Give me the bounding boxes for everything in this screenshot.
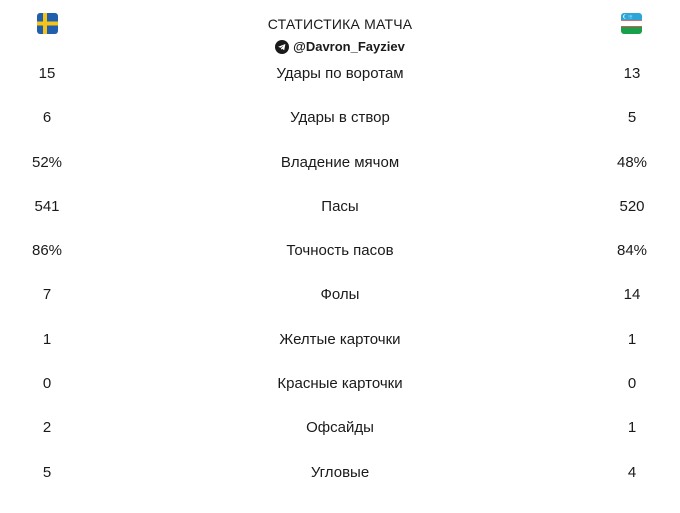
stat-right-value: 48% <box>616 153 648 171</box>
stat-row-corners <box>0 451 680 495</box>
stat-row-shots-on-target <box>0 96 680 140</box>
stat-row-red-cards <box>0 362 680 406</box>
stat-left-value: 2 <box>42 419 52 437</box>
stat-left-value: 5 <box>42 463 52 481</box>
page-title: СТАТИСТИКА МАТЧА <box>267 16 413 32</box>
stat-right-value: 1 <box>627 330 637 348</box>
stat-left-value: 541 <box>34 197 60 215</box>
stat-row-pass-accuracy <box>0 229 680 273</box>
handle-text: @Davron_Fayziev <box>293 39 405 54</box>
stat-right-value: 520 <box>619 197 645 215</box>
stat-label: Точность пасов <box>286 242 394 260</box>
stat-row-possession <box>0 141 680 185</box>
stat-label: Угловые <box>310 463 370 481</box>
stat-row-offsides <box>0 406 680 450</box>
stat-left-value: 86% <box>31 242 63 260</box>
stat-right-value: 0 <box>627 375 637 393</box>
stat-label: Желтые карточки <box>279 330 401 348</box>
stat-left-value: 52% <box>31 153 63 171</box>
stat-left-value: 7 <box>42 286 52 304</box>
stat-left-value: 15 <box>38 65 56 82</box>
stat-right-value: 84% <box>616 242 648 260</box>
stat-label: Красные карточки <box>277 375 403 393</box>
uzbekistan-flag-icon <box>621 13 642 34</box>
stat-label: Фолы <box>320 286 360 304</box>
stat-row-yellow-cards <box>0 318 680 362</box>
stat-right-value: 13 <box>623 65 641 82</box>
stat-row-fouls <box>0 273 680 317</box>
stat-left-value: 6 <box>42 109 52 127</box>
stat-right-value: 1 <box>627 419 637 437</box>
stat-row-passes <box>0 185 680 229</box>
stat-right-value: 4 <box>627 463 637 481</box>
stat-right-value: 5 <box>627 109 637 127</box>
stat-label: Удары в створ <box>290 109 390 127</box>
stat-left-value: 1 <box>42 330 52 348</box>
stat-label: Удары по воротам <box>276 65 404 82</box>
stat-row-shots <box>0 52 680 96</box>
stat-label: Офсайды <box>306 419 374 437</box>
stat-left-value: 0 <box>42 375 52 393</box>
stat-label: Пасы <box>321 197 359 215</box>
stats-table <box>0 52 680 495</box>
match-stats-header <box>0 0 680 60</box>
stat-label: Владение мячом <box>280 153 400 171</box>
stat-right-value: 14 <box>623 286 641 304</box>
